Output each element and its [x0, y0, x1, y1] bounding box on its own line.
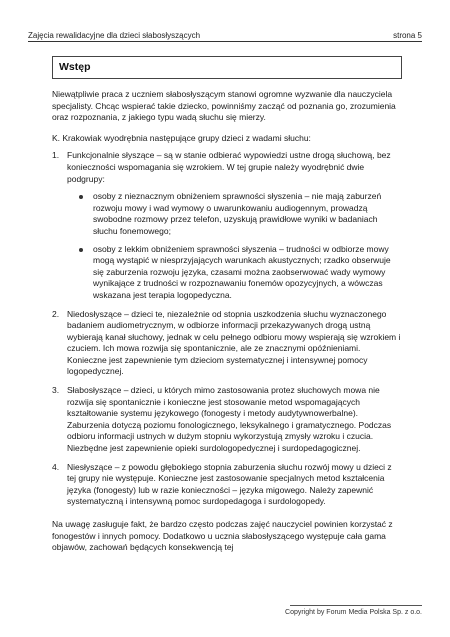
footer-copyright: Copyright by Forum Media Polska Sp. z o.o. — [285, 609, 422, 616]
lead-paragraph: K. Krakowiak wyodrębnia następujące grupy dzieci z wadami słuchu: — [52, 132, 311, 143]
header-title: Zajęcia rewalidacyjne dla dzieci słabosłyszących — [28, 31, 201, 40]
intro-paragraph: Niewątpliwie praca z uczniem słabosłyszącym stanowi ogromne wyzwanie dla nauczyciela specjalisty. Chcąc wspierać takie dziecko, powinniśmy zacząć od poznania go, zrozumienia oraz rozpoznania, z jakiego typu wadą słuchu się mierzy. — [52, 89, 396, 123]
list-item-text: Funkcjonalnie słyszące – są w stanie odbierać wypowiedzi ustne drogą słuchową, bez konieczności wspomagania się wzrokiem. W tej grupie należy wyodrębnić dwie podgrupy: — [67, 150, 391, 184]
section-heading-box — [52, 56, 402, 79]
section-title: Wstęp — [59, 61, 91, 73]
list-number: 2. — [52, 308, 60, 319]
header-divider — [28, 41, 422, 42]
list-number: 3. — [52, 385, 60, 396]
bullet-icon — [79, 248, 83, 252]
list-item-group-4 — [52, 462, 402, 508]
list-item-text: Niesłyszące – z powodu głębokiego stopnia zaburzenia słuchu rozwój mowy u dzieci z tej grupy nie występuje. Konieczne jest zastosowanie specjalnych metod kształcenia języka (fonogesty) lub w razie konieczności – języka migowego. Należy zapewnić systematyczną i intensywną pomoc surdopedagoga i surdologopedy. — [67, 461, 392, 507]
document-body — [52, 89, 402, 554]
list-item-group-1 — [52, 150, 402, 301]
bullet-icon — [79, 195, 83, 199]
bullet-item — [67, 244, 402, 302]
closing-paragraph: Na uwagę zasługuje fakt, że bardzo często podczas zajęć nauczyciel powinien korzystać z fonogestów i innych pomocy. Dodatkowo u ucznia słabosłyszącego występuje cała gama objawów, zachowań będących konsekwencją tej — [52, 519, 393, 553]
list-number: 4. — [52, 461, 60, 472]
list-number: 1. — [52, 150, 60, 161]
list-item-text: Niedosłyszące – dzieci te, niezależnie od stopnia uszkodzenia słuchu wyznaczonego badaniem audiometrycznym, w odbiorze informacji przekazywanych drogą ustną wybierają kanał słuchowy, jednak w celu pełnego odbioru mowy wspierają się wzrokiem i czuciem. Ich mowa rozwija się spontanicznie, ale ze znacznymi opóźnieniami. Konieczne jest zapewnienie tym dzieciom systematycznej i intensywnej pomocy logopedycznej. — [67, 308, 401, 377]
list-item-group-2 — [52, 309, 402, 379]
page-header — [28, 24, 422, 40]
page-number: strona 5 — [393, 31, 422, 40]
list-item-text: Słabosłyszące – dzieci, u których mimo zastosowania protez słuchowych mowa nie rozwija się spontanicznie i konieczne jest stosowanie metod wspomagających kształtowanie systemu językowego (fonogesty i metody audytywnowerbalne). Zaburzenia dotyczą poziomu fonologicznego, leksykalnego i gramatycznego. Podczas odbioru informacji ustnych w dużym stopniu wykorzystują zmysły wzroku i czucia. Niezbędne jest zapewnienie opieki surdologopedycznej i surdopedagogicznej. — [67, 385, 392, 454]
bullet-item — [67, 191, 402, 237]
bullet-text: osoby z nieznacznym obniżeniem sprawności słyszenia – nie mają zaburzeń rozwoju mowy i wad wymowy o uwarunkowaniu audiogennym, prowadzą swobodne rozmowy przez telefon, uzyskują prawidłowe wyniki w badaniach słuchu fonemowego; — [93, 191, 382, 236]
footer-divider — [290, 605, 422, 606]
bullet-text: osoby z lekkim obniżeniem sprawności słyszenia – trudności w odbiorze mowy mogą wystąpić w niesprzyjających warunkach akustycznych; rzadko obserwuje się zaburzenia rozwoju języka, czasami można zaobserwować wady wymowy wynikające z trudności w rozpoznawaniu fonemów opozycyjnych, a wówczas wskazana jest terapia logopedyczna. — [93, 243, 391, 300]
list-item-group-3 — [52, 385, 402, 455]
